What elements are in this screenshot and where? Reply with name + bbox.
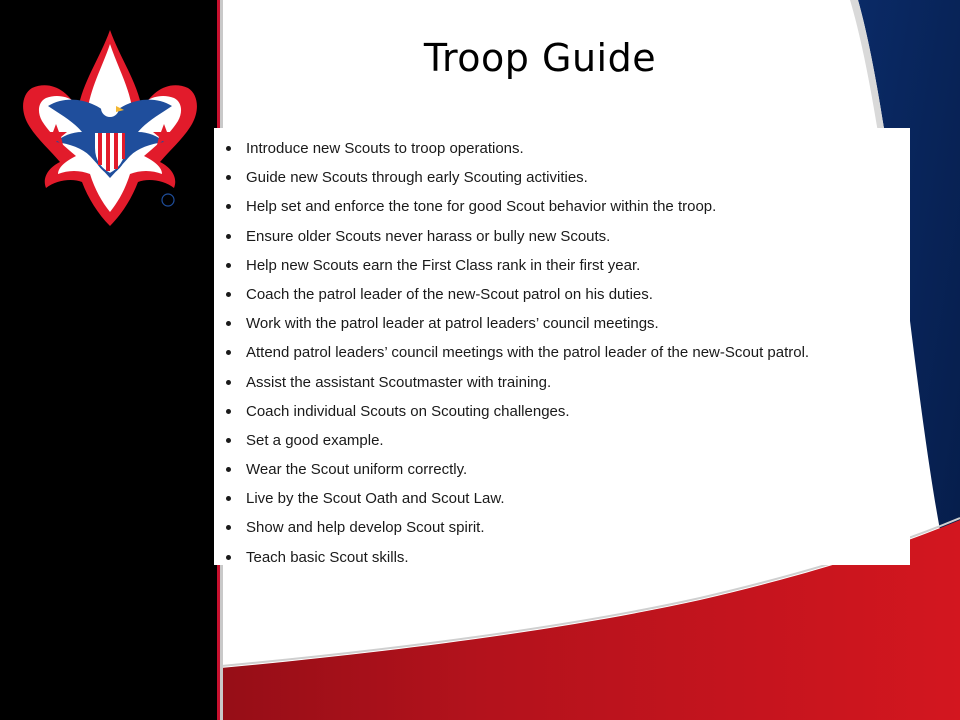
list-item <box>224 338 910 367</box>
duty-text: Work with the patrol leader at patrol leaders’ council meetings. <box>246 315 659 333</box>
bullet-icon <box>226 321 231 326</box>
duty-text: Show and help develop Scout spirit. <box>246 519 485 537</box>
bullet-icon <box>226 175 231 180</box>
bullet-icon <box>226 263 231 268</box>
bullet-icon <box>226 525 231 530</box>
bullet-icon <box>226 467 231 472</box>
bullet-icon <box>226 380 231 385</box>
duty-text: Set a good example. <box>246 431 384 449</box>
duty-text: Help set and enforce the tone for good Scout behavior within the troop. <box>246 198 717 216</box>
bullet-icon <box>226 234 231 239</box>
fleur-de-lis-eagle-logo-icon <box>20 28 200 228</box>
list-item <box>224 543 910 572</box>
duties-panel <box>214 128 910 565</box>
bullet-icon <box>226 496 231 501</box>
bullet-icon <box>226 146 231 151</box>
list-item <box>224 484 910 513</box>
duty-text: Teach basic Scout skills. <box>246 548 409 566</box>
duty-text: Coach the patrol leader of the new-Scout patrol on his duties. <box>246 285 653 303</box>
list-item <box>224 397 910 426</box>
duty-text: Live by the Scout Oath and Scout Law. <box>246 490 505 508</box>
list-item <box>224 222 910 251</box>
duty-text: Coach individual Scouts on Scouting challenges. <box>246 402 570 420</box>
bullet-icon <box>226 204 231 209</box>
duty-text: Attend patrol leaders’ council meetings with the patrol leader of the new-Scout patrol. <box>246 344 810 362</box>
slide-title: Troop Guide <box>423 36 657 80</box>
duty-text: Help new Scouts earn the First Class rank in their first year. <box>246 256 641 274</box>
list-item <box>224 368 910 397</box>
duty-text: Guide new Scouts through early Scouting activities. <box>246 169 588 187</box>
list-item <box>224 309 910 338</box>
duty-text: Introduce new Scouts to troop operations. <box>246 140 524 157</box>
list-item <box>224 426 910 455</box>
bullet-icon <box>226 292 231 297</box>
list-item <box>224 192 910 221</box>
list-item <box>224 134 910 163</box>
list-item <box>224 163 910 192</box>
duty-text: Wear the Scout uniform correctly. <box>246 461 468 479</box>
list-item <box>224 513 910 542</box>
list-item <box>224 455 910 484</box>
duties-list <box>214 128 910 572</box>
duty-text: Ensure older Scouts never harass or bully new Scouts. <box>246 227 611 245</box>
bullet-icon <box>226 438 231 443</box>
list-item <box>224 251 910 280</box>
duty-text: Assist the assistant Scoutmaster with training. <box>246 373 552 391</box>
bullet-icon <box>226 409 231 414</box>
bullet-icon <box>226 350 231 355</box>
bullet-icon <box>226 555 231 560</box>
list-item <box>224 280 910 309</box>
